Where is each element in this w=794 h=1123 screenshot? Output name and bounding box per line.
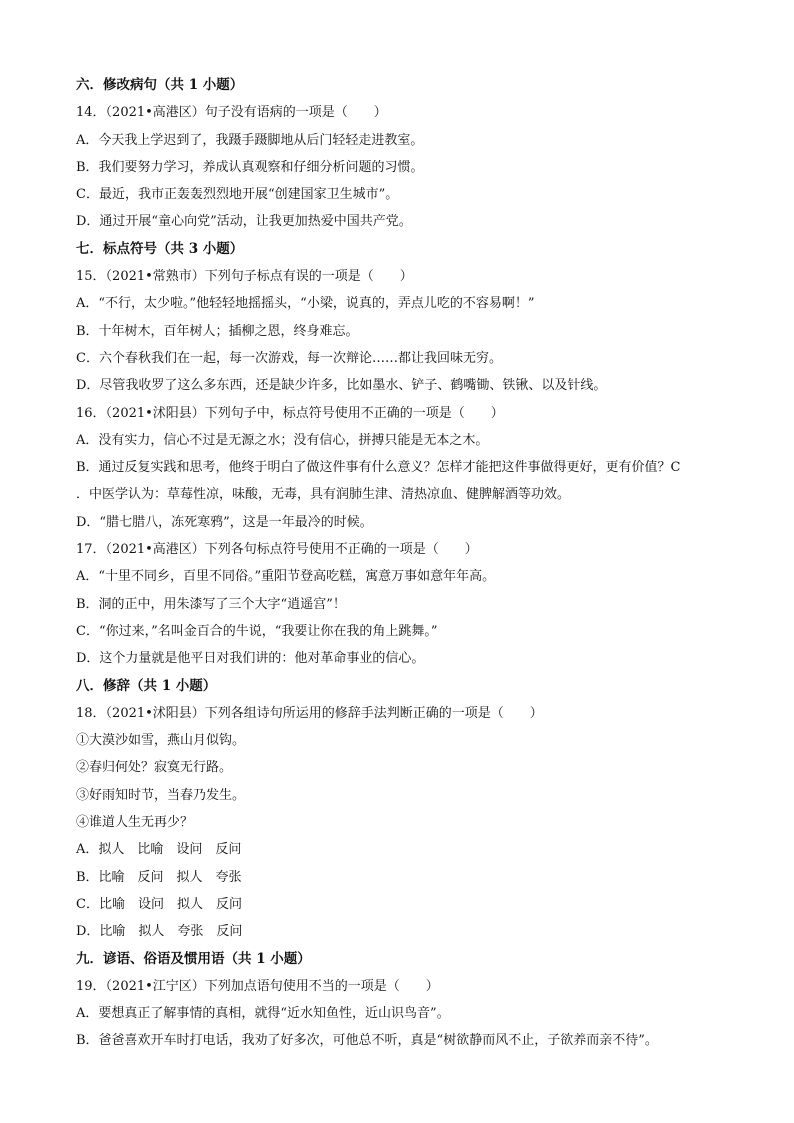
question-16: 16．（2021•沭阳县）下列句子中，标点符号使用不正确的一项是（ ） — [76, 405, 504, 421]
question-16-option-d: D．“腊七腊八，冻死寒鸦”，这是一年最冷的时候。 — [76, 514, 373, 530]
question-14-option-d: D．通过开展“童心向党”活动，让我更加热爱中国共产党。 — [76, 214, 412, 230]
question-15-option-b: B．十年树木，百年树人；插柳之恩，终身难忘。 — [76, 323, 359, 339]
question-17-option-a: A．“十里不同乡，百里不同俗。”重阳节登高吃糕，寓意万事如意年年高。 — [76, 569, 496, 585]
question-18-option-b: B．比喻 反问 拟人 夸张 — [76, 869, 242, 885]
question-18-option-c: C．比喻 设问 拟人 反问 — [76, 896, 242, 912]
question-18-item-4: ④谁道人生无再少？ — [76, 815, 194, 831]
section-heading-7: 七．标点符号（共 3 小题） — [76, 240, 244, 257]
question-19: 19．（2021•江宁区）下列加点语句使用不当的一项是（ ） — [76, 978, 439, 994]
question-19-option-a: A．要想真正了解事情的真相，就得“近水知鱼性，近山识鸟音”。 — [76, 1006, 450, 1022]
question-14-option-c: C．最近，我市正轰轰烈烈地开展“创建国家卫生城市”。 — [76, 187, 399, 203]
question-18-option-a: A．拟人 比喻 设问 反问 — [76, 842, 242, 858]
question-14-option-a: A．今天我上学迟到了，我蹑手蹑脚地从后门轻轻走进教室。 — [76, 132, 424, 148]
question-14-option-b: B．我们要努力学习，养成认真观察和仔细分析问题的习惯。 — [76, 159, 424, 175]
question-15-option-d: D．尽管我收罗了这么多东西，还是缺少许多，比如墨水、铲子、鹤嘴锄、铁锹、以及针线。 — [76, 378, 607, 394]
question-18-item-2: ②春归何处？寂寞无行路。 — [76, 760, 233, 776]
document-content — [76, 72, 726, 1055]
section-heading-8: 八．修辞（共 1 小题） — [76, 677, 217, 694]
question-16-option-a: A．没有实力，信心不过是无源之水；没有信心，拼搏只能是无本之木。 — [76, 432, 489, 448]
question-15-option-a: A．“不行，太少啦。”他轻轻地摇摇头，“小梁，说真的，弄点儿吃的不容易啊！” — [76, 296, 535, 312]
question-18-item-3: ③好雨知时节，当春乃发生。 — [76, 787, 246, 803]
question-17: 17．（2021•高港区）下列各句标点符号使用不正确的一项是（ ） — [76, 542, 478, 558]
question-16-option-c: ．中医学认为：草莓性凉，味酸，无毒，具有润肺生津、清热凉血、健脾解酒等功效。 — [76, 487, 571, 503]
question-17-option-c: C．“你过来，”名叫金百合的牛说，“我要让你在我的角上跳舞。” — [76, 623, 438, 639]
question-14: 14．（2021•高港区）句子没有语病的一项是（ ） — [76, 105, 387, 121]
section-heading-9: 九．谚语、俗语及惯用语（共 1 小题） — [76, 950, 311, 967]
question-15: 15．（2021•常熟市）下列句子标点有误的一项是（ ） — [76, 269, 413, 285]
question-18-item-1: ①大漠沙如雪，燕山月似钩。 — [76, 733, 246, 749]
question-17-option-d: D．这个力量就是他平日对我们讲的：他对革命事业的信心。 — [76, 651, 425, 667]
question-18: 18．（2021•沭阳县）下列各组诗句所运用的修辞手法判断正确的一项是（ ） — [76, 705, 543, 721]
question-18-option-d: D．比喻 拟人 夸张 反问 — [76, 924, 243, 940]
question-16-option-b: B．通过反复实践和思考，他终于明白了做这件事有什么意义？怎样才能把这件事做得更好，更有价值？C — [76, 460, 681, 476]
question-15-option-c: C．六个春秋我们在一起，每一次游戏，每一次辩论……都让我回味无穷。 — [76, 350, 502, 366]
section-heading-6: 六．修改病句（共 1 小题） — [76, 77, 244, 93]
question-17-option-b: B．洞的正中，用朱漆写了三个大字“逍遥宫”！ — [76, 596, 346, 612]
question-19-option-b: B．爸爸喜欢开车时打电话，我劝了好多次，可他总不听，真是“树欲静而风不止，子欲养而亲不待”。 — [76, 1033, 658, 1049]
